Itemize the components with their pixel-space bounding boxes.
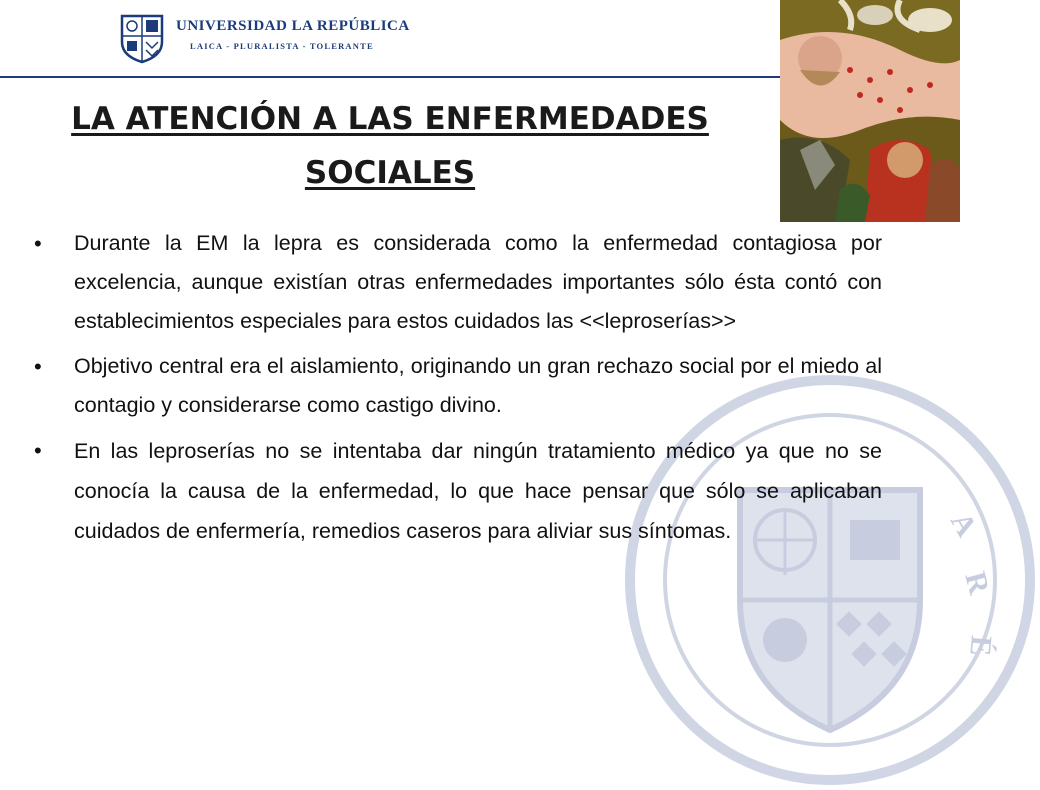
medieval-painting-image — [780, 0, 960, 222]
bullet-item: • Objetivo central era el aislamiento, originando un gran rechazo social por el miedo al contagio y considerarse como castigo divino. — [30, 347, 882, 425]
title-line-2: SOCIALES — [304, 155, 476, 191]
university-motto: LAICA - PLURALISTA - TOLERANTE — [190, 41, 374, 51]
bullet-list — [30, 224, 882, 557]
bullet-item: • Durante la EM la lepra es considerada como la enfermedad contagiosa por excelencia, aunque existían otras enfermedades importantes sólo ésta contó con establecimientos especiales para estos cuidados las <<leproserías>> — [30, 224, 882, 341]
university-logo — [118, 12, 410, 64]
slide-title — [20, 92, 760, 200]
svg-text:É: É — [963, 634, 998, 658]
university-crest-icon — [118, 12, 166, 64]
title-line-1: LA ATENCIÓN A LAS ENFERMEDADES — [71, 101, 709, 137]
bullet-item: • En las leproserías no se intentaba dar ningún tratamiento médico ya que no se conocía la causa de la enfermedad, lo que hace pensar que sólo se aplicaban cuidados de enfermería, remedios caseros para aliviar sus síntomas. — [30, 431, 882, 551]
svg-text:R: R — [958, 568, 996, 598]
svg-text:A: A — [943, 507, 984, 543]
university-name: UNIVERSIDAD LA REPÚBLICA — [176, 18, 410, 34]
